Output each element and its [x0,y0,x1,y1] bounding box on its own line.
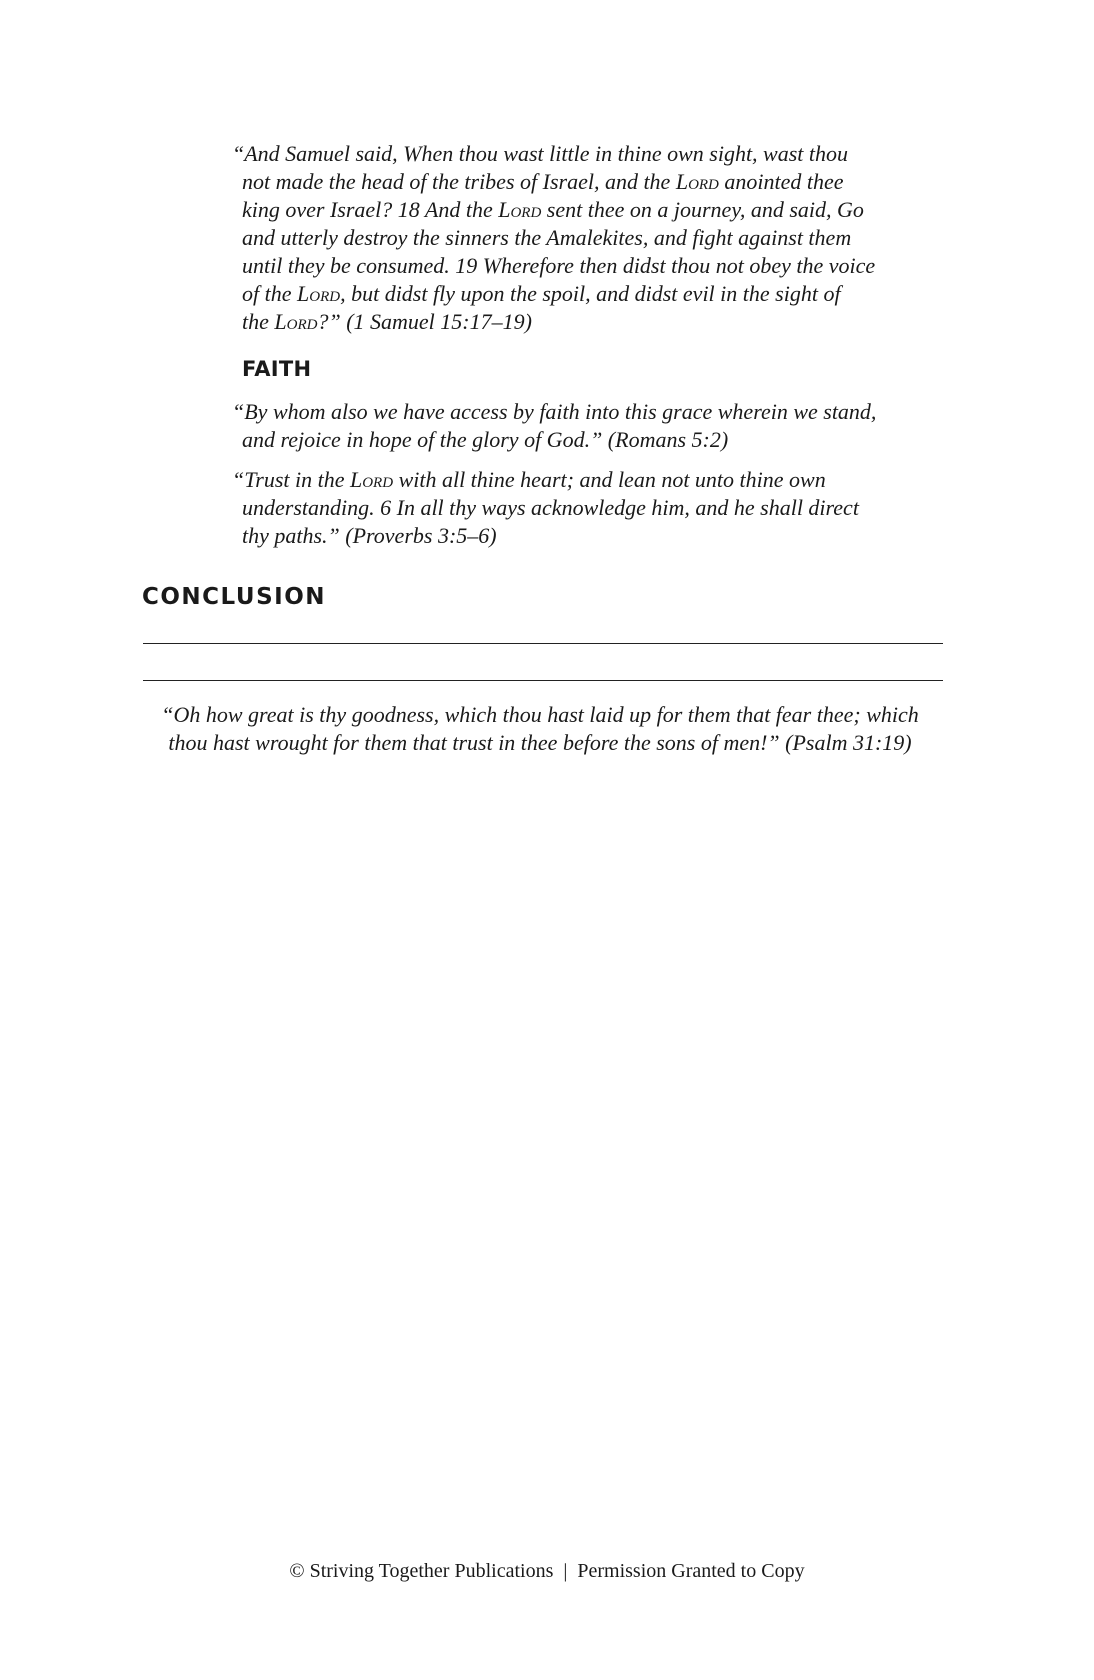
lord-small-caps: Lord [297,281,341,306]
quote-line [232,168,875,196]
quote-line: “By whom also we have access by faith into this grace wherein we stand, [232,399,877,424]
quote-text: “Trust in the [232,467,345,492]
writing-line [143,680,943,681]
footer-permission: Permission Granted to Copy [577,1560,805,1582]
quote-text: ?” (1 Samuel 15:17–19) [317,309,532,334]
quote-text: , but didst fly upon the spoil, and didst evil in the sight of [340,281,841,306]
quote-line: understanding. 6 In all thy ways acknowledge him, and he shall direct [242,495,859,520]
conclusion-heading: CONCLUSION [142,584,326,610]
psalm-quote [130,701,950,757]
quote-line: thou hast wrought for them that trust in thee before the sons of men!” (Psalm 31:19) [168,730,912,755]
faith-heading: FAITH [242,357,312,381]
quote-text: the [242,309,269,334]
quote-text: with all thine heart; and lean not unto thine own [398,467,826,492]
lord-small-caps: Lord [675,169,719,194]
lord-small-caps: Lord [349,467,394,492]
footer-separator: | [563,1560,568,1582]
quote-text: anointed thee [724,169,844,194]
quote-line [232,466,859,494]
quote-text: not made the head of the tribes of Israel, and the [242,169,671,194]
writing-line [143,643,943,644]
quote-text: king over Israel? 18 And the [242,197,493,222]
quote-line [232,196,875,224]
quote-line: thy paths.” (Proverbs 3:5–6) [242,523,497,548]
quote-line: and utterly destroy the sinners the Amalekites, and fight against them [242,225,852,250]
samuel-quote [232,140,875,336]
quote-line [232,280,875,308]
lord-small-caps: Lord [274,309,318,334]
quote-line: and rejoice in hope of the glory of God.” (Romans 5:2) [242,427,729,452]
lord-small-caps: Lord [498,197,542,222]
quote-text: sent thee on a journey, and said, Go [546,197,864,222]
quote-line [232,308,875,336]
quote-text: of the [242,281,292,306]
quote-line: until they be consumed. 19 Wherefore then didst thou not obey the voice [242,253,876,278]
quote-line: “Oh how great is thy goodness, which thou hast laid up for them that fear thee; which [161,702,919,727]
page-footer [0,1560,1094,1583]
proverbs-quote [232,466,859,550]
romans-quote [232,398,876,454]
footer-publisher: © Striving Together Publications [289,1560,554,1582]
quote-line: “And Samuel said, When thou wast little in thine own sight, wast thou [232,141,849,166]
